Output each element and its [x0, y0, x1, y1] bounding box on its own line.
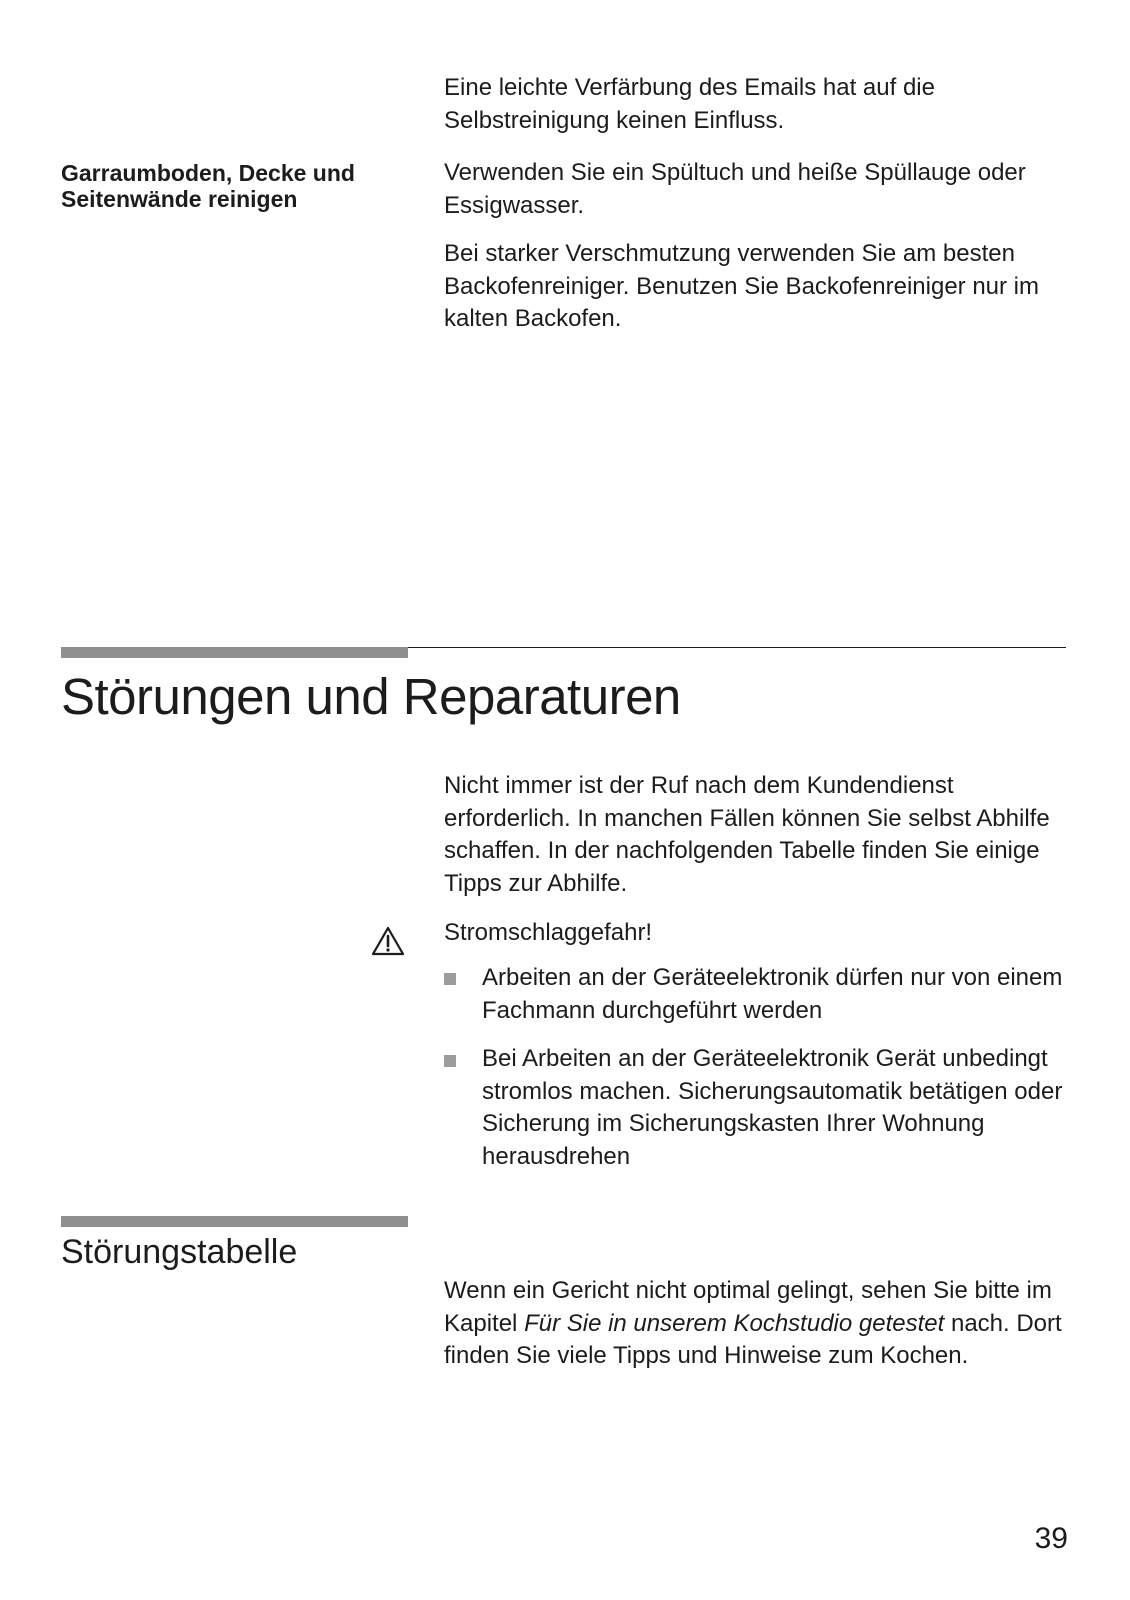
cleaning-paragraph-1: Verwenden Sie ein Spültuch und heiße Spüllauge oder Essigwasser.	[444, 159, 1026, 219]
warning-item-1: Arbeiten an der Geräteelektronik dürfen nur von einem Fachmann durchgeführt werden	[482, 964, 1063, 1024]
enamel-note: Eine leichte Verfärbung des Emails hat auf die Selbstreinigung keinen Einfluss.	[444, 74, 935, 134]
subsection-text-end: nach. Dort finden Sie viele Tipps und Hinweise zum Kochen.	[444, 1309, 1062, 1369]
subsection-paragraph	[444, 1275, 1084, 1373]
square-bullet-icon	[444, 1055, 456, 1067]
warning-label: Stromschlaggefahr!	[444, 919, 653, 946]
section-rule-thick	[61, 647, 408, 658]
warning-item-2: Bei Arbeiten an der Geräteelektronik Gerät unbedingt stromlos machen. Sicherungsautomatik betätigen oder Sicherung im Sicherungskasten Ihrer Wohnung herausdrehen	[482, 1045, 1063, 1170]
warning-triangle-icon	[371, 926, 405, 956]
square-bullet-icon	[444, 973, 456, 985]
subsection-rule-thick	[61, 1216, 408, 1227]
section-title: Störungen und Reparaturen	[61, 668, 681, 725]
side-heading-cleaning: Garraumboden, Decke und Seitenwände reinigen	[61, 160, 355, 212]
page-number: 39	[1034, 1522, 1068, 1555]
subsection-text-start: Wenn ein Gericht nicht optimal gelingt, sehen Sie bitte im Kapitel	[444, 1277, 1052, 1337]
chapter-reference: Für Sie in unserem Kochstudio getestet	[524, 1309, 945, 1337]
section-rule-thin	[408, 647, 1066, 648]
cleaning-paragraph-2: Bei starker Verschmutzung verwenden Sie am besten Backofenreiniger. Benutzen Sie Backofenreiniger nur im kalten Backofen.	[444, 240, 1040, 332]
subsection-title: Störungstabelle	[61, 1233, 298, 1271]
section-intro: Nicht immer ist der Ruf nach dem Kundendienst erforderlich. In manchen Fällen können Sie selbst Abhilfe schaffen. In der nachfolgenden Tabelle finden Sie einige Tipps zur Abhilfe.	[444, 772, 1050, 897]
